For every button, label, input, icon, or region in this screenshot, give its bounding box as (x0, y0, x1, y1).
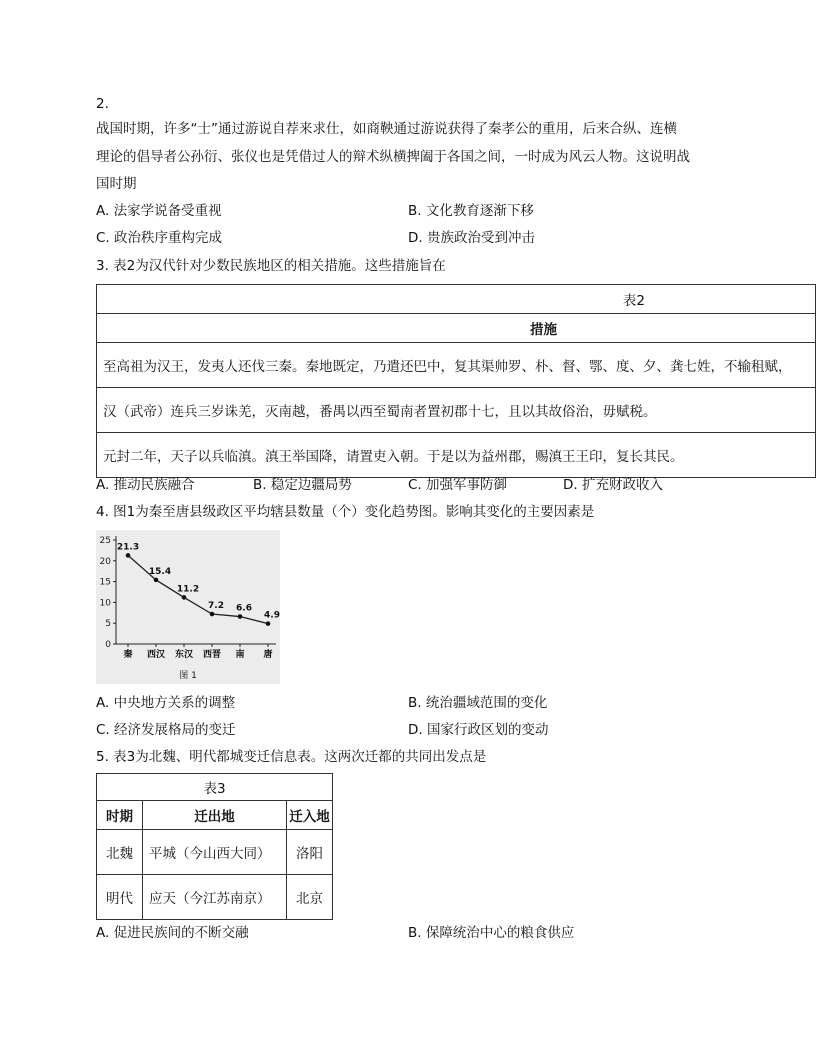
table-cell: 洛阳 (287, 830, 333, 875)
x-tick-label: 东汉 (174, 650, 194, 660)
q3-stem: 3. 表2为汉代针对少数民族地区的相关措施。这些措施旨在 (96, 258, 446, 274)
q2-option-d: D. 贵族政治受到冲击 (408, 230, 535, 246)
line-chart (96, 530, 280, 684)
data-point (238, 614, 243, 619)
y-tick-label: 5 (105, 619, 111, 630)
table-3-header-to: 迁入地 (287, 801, 333, 830)
q2-stem-line-3: 国时期 (96, 176, 137, 192)
data-label: 21.3 (116, 542, 140, 553)
table-cell: 应天（今江苏南京） (143, 875, 287, 920)
q2-number: 2. (96, 96, 109, 112)
q2-stem-line-1: 战国时期，许多“士”通过游说自荐来求仕，如商鞅通过游说获得了秦孝公的重用，后来合纵、连横 (96, 121, 677, 137)
data-label: 11.2 (176, 584, 200, 595)
table-2-caption: 表2 (97, 285, 816, 314)
q4-option-b: B. 统治疆域范围的变化 (408, 695, 548, 711)
q3-option-b: B. 稳定边疆局势 (253, 477, 352, 493)
chart-caption: 图 1 (179, 671, 197, 681)
table-row: 汉（武帝）连兵三岁诛羌，灭南越，番禺以西至蜀南者置初郡十七，且以其故俗治，毋赋税。 (97, 388, 816, 433)
q5-option-a: A. 促进民族间的不断交融 (96, 925, 249, 941)
table-3-header-period: 时期 (97, 801, 143, 830)
data-label: 6.6 (236, 603, 252, 614)
data-point (154, 578, 159, 583)
table-2 (96, 284, 816, 478)
data-point (126, 553, 131, 558)
data-label: 4.9 (264, 610, 280, 621)
table-3 (96, 773, 333, 920)
table-cell: 明代 (97, 875, 143, 920)
data-label: 7.2 (208, 601, 224, 612)
table-cell: 平城（今山西大同） (143, 830, 287, 875)
q4-option-d: D. 国家行政区划的变动 (408, 722, 549, 738)
y-tick-label: 0 (105, 640, 111, 650)
y-tick-label: 15 (99, 577, 111, 588)
q5-stem: 5. 表3为北魏、明代都城变迁信息表。这两次迁都的共同出发点是 (96, 749, 487, 765)
q3-option-d: D. 扩充财政收入 (563, 477, 663, 493)
q5-option-b: B. 保障统治中心的粮食供应 (408, 925, 575, 941)
q4-option-c: C. 经济发展格局的变迁 (96, 722, 236, 738)
x-tick-label: 秦 (123, 650, 133, 660)
q4-stem: 4. 图1为秦至唐县级政区平均辖县数量（个）变化趋势图。影响其变化的主要因素是 (96, 504, 595, 520)
q2-option-c: C. 政治秩序重构完成 (96, 230, 223, 246)
table-cell: 北魏 (97, 830, 143, 875)
table-row (97, 875, 333, 920)
data-point (266, 621, 271, 626)
y-tick-label: 20 (99, 556, 111, 567)
q4-option-a: A. 中央地方关系的调整 (96, 695, 236, 711)
q3-option-a: A. 推动民族融合 (96, 477, 195, 493)
data-point (210, 612, 215, 617)
x-tick-label: 西汉 (146, 650, 166, 660)
x-tick-label: 唐 (263, 650, 273, 660)
figure-1-chart (96, 530, 280, 684)
table-row: 至高祖为汉王，发夷人还伐三秦。秦地既定，乃遣还巴中，复其渠帅罗、朴、督、鄂、度、夕、龚七姓，不输租赋， (97, 343, 816, 388)
data-label: 15.4 (148, 566, 172, 577)
table-3-caption: 表3 (97, 774, 333, 801)
q2-option-a: A. 法家学说备受重视 (96, 203, 222, 219)
q2-stem-line-2: 理论的倡导者公孙衍、张仪也是凭借过人的辩术纵横捭阖于各国之间，一时成为风云人物。这说明战 (96, 149, 690, 165)
y-tick-label: 10 (99, 598, 111, 609)
table-3-header-from: 迁出地 (143, 801, 287, 830)
data-point (182, 595, 187, 600)
q2-option-b: B. 文化教育逐渐下移 (408, 203, 534, 219)
table-row (97, 830, 333, 875)
q3-option-c: C. 加强军事防御 (408, 477, 508, 493)
table-row: 元封二年，天子以兵临滇。滇王举国降，请置吏入朝。于是以为益州郡，赐滇王王印，复长其民。 (97, 433, 816, 478)
table-2-header: 措施 (97, 314, 816, 343)
y-tick-label: 25 (99, 536, 111, 546)
x-tick-label: 西晋 (202, 650, 222, 660)
table-cell: 北京 (287, 875, 333, 920)
x-tick-label: 南 (235, 650, 245, 660)
